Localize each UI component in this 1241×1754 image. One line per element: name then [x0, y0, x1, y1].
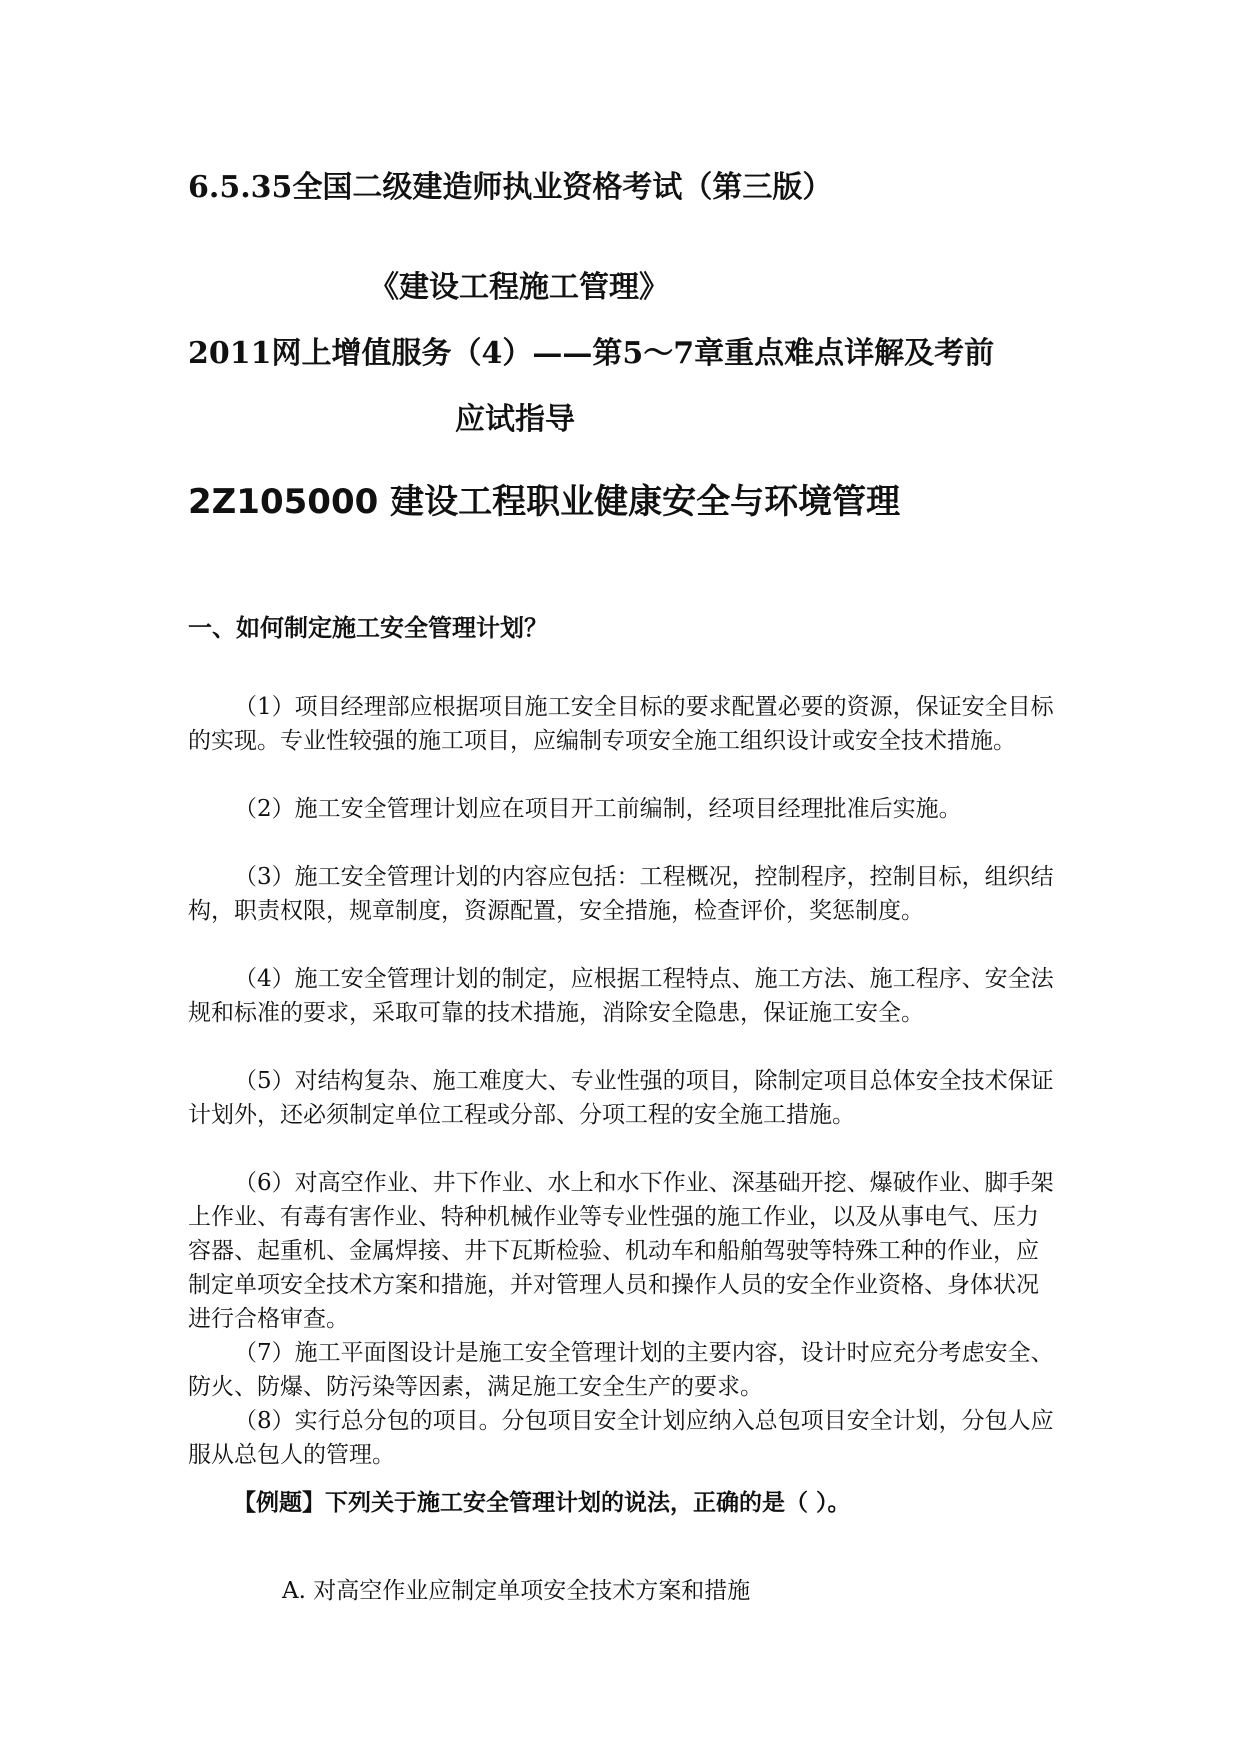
- example-question: 【例题】下列关于施工安全管理计划的说法，正确的是（ ）。: [233, 1490, 851, 1516]
- paragraph-6: [188, 1166, 1058, 1336]
- paragraph-text: （2）施工安全管理计划应在项目开工前编制，经项目经理批准后实施。: [234, 796, 962, 822]
- document-title-line-4: 应试指导: [455, 402, 575, 437]
- paragraph-text: （8）实行总分包的项目。分包项目安全计划应纳入总包项目安全计划，分包人应服从总包人的管理。: [188, 1408, 1054, 1468]
- section-heading: 一、如何制定施工安全管理计划？: [188, 614, 548, 642]
- paragraph-7: [188, 1336, 1058, 1404]
- paragraph-3: [188, 860, 1058, 928]
- paragraph-text: （4）施工安全管理计划的制定，应根据工程特点、施工方法、施工程序、安全法规和标准的要求，采取可靠的技术措施，消除安全隐患，保证施工安全。: [188, 966, 1054, 1026]
- paragraph-5: [188, 1064, 1058, 1132]
- paragraph-4: [188, 962, 1058, 1030]
- paragraph-8: [188, 1404, 1058, 1472]
- paragraph-1: [188, 690, 1058, 758]
- paragraph-text: （7）施工平面图设计是施工安全管理计划的主要内容，设计时应充分考虑安全、防火、防爆、防污染等因素，满足施工安全生产的要求。: [188, 1340, 1054, 1400]
- option-a: A. 对高空作业应制定单项安全技术方案和措施: [282, 1578, 751, 1604]
- paragraph-2: [188, 792, 1058, 826]
- paragraph-text: （5）对结构复杂、施工难度大、专业性强的项目，除制定项目总体安全技术保证计划外，还必须制定单位工程或分部、分项工程的安全施工措施。: [188, 1068, 1054, 1128]
- paragraph-text: （6）对高空作业、井下作业、水上和水下作业、深基础开挖、爆破作业、脚手架上作业、有毒有害作业、特种机械作业等专业性强的施工作业，以及从事电气、压力容器、起重机、金属焊接、井下瓦斯检验、机动车和船舶驾驶等特殊工种的作业，应制定单项安全技术方案和措施，并对管理人员和操作人员的安全作业资格、身体状况进行合格审查。: [188, 1170, 1054, 1332]
- document-title-line-2: 《建设工程施工管理》: [369, 270, 669, 305]
- document-title-line-3: 2011网上增值服务（4）——第5～7章重点难点详解及考前: [188, 336, 995, 371]
- document-title-line-1: 6.5.35全国二级建造师执业资格考试（第三版）: [188, 170, 833, 205]
- chapter-heading: 2Z105000 建设工程职业健康安全与环境管理: [188, 482, 901, 522]
- paragraph-text: （3）施工安全管理计划的内容应包括：工程概况，控制程序，控制目标，组织结构，职责权限，规章制度，资源配置，安全措施，检查评价，奖惩制度。: [188, 864, 1054, 924]
- paragraph-text: （1）项目经理部应根据项目施工安全目标的要求配置必要的资源，保证安全目标的实现。专业性较强的施工项目，应编制专项安全施工组织设计或安全技术措施。: [188, 694, 1054, 754]
